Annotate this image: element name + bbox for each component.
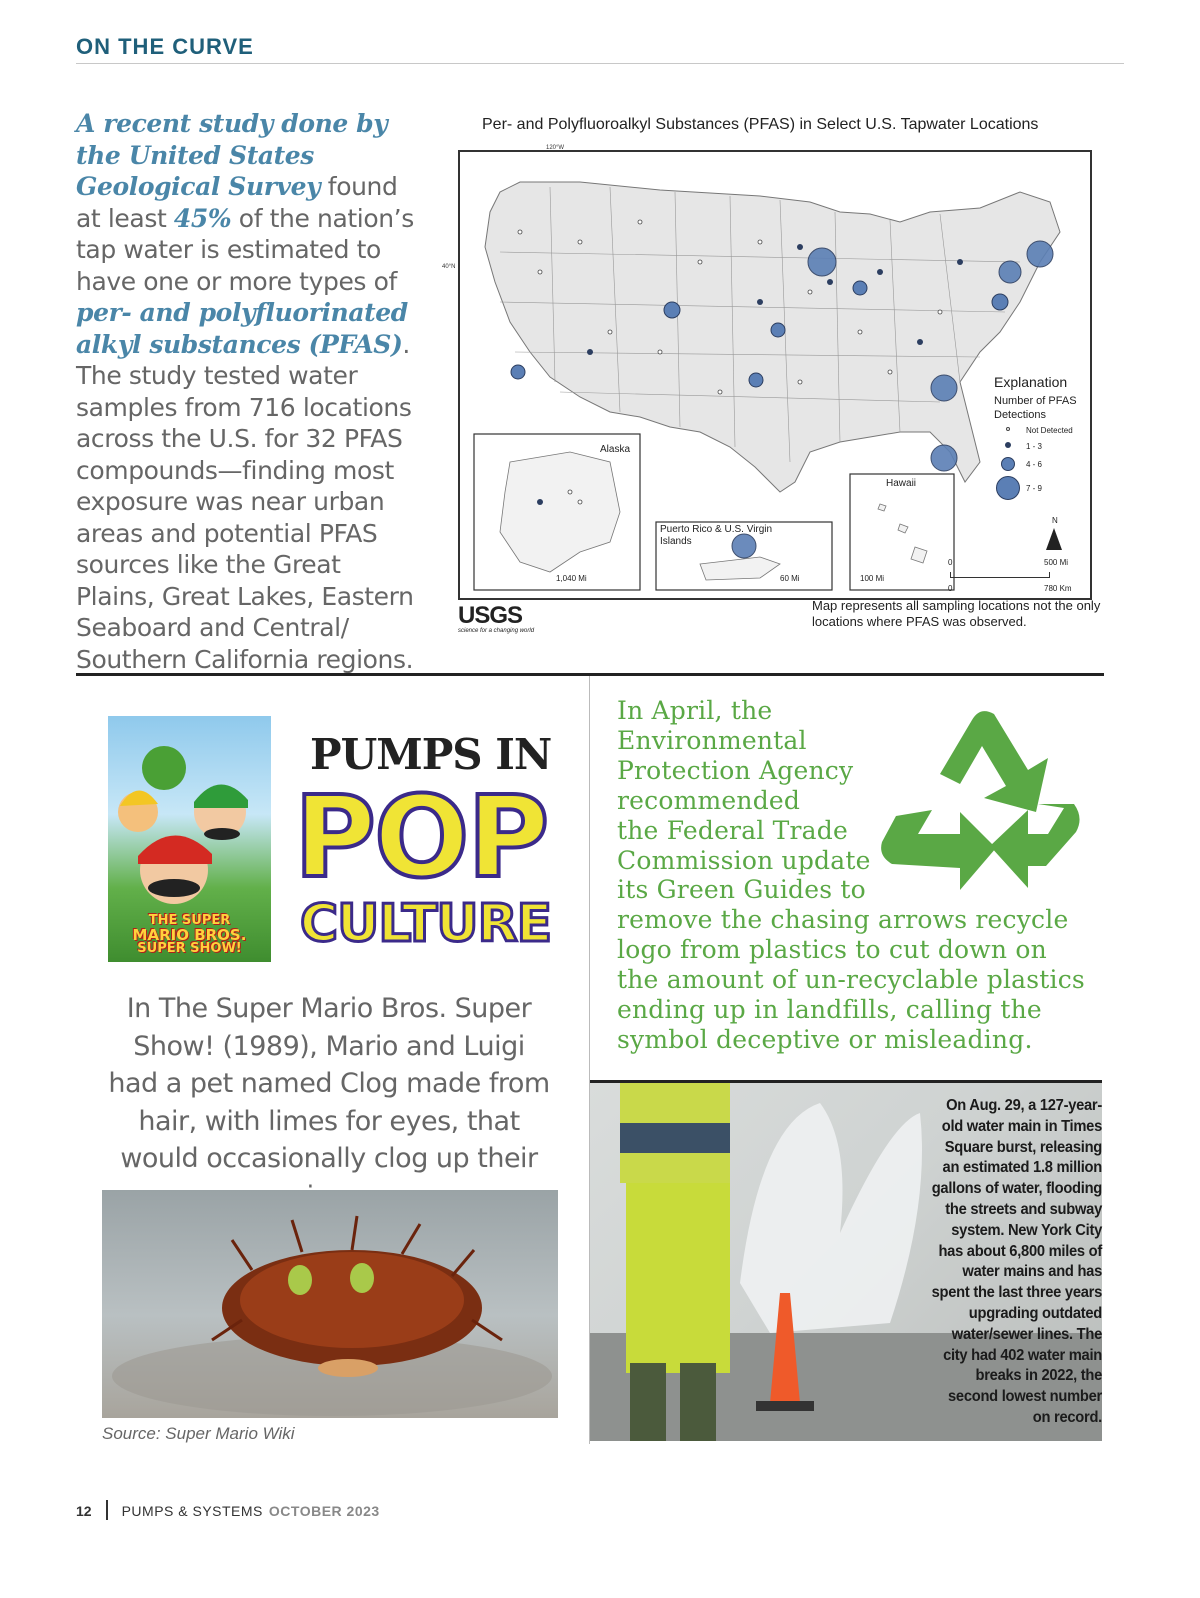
lon-label: 120°W xyxy=(546,145,565,151)
pop-culture-text: In The Super Mario Bros. Super Show! (1989), Mario and Luigi had a pet named Clog made from hair, with limes for eyes, that would occasionally clog up their xyxy=(108,993,550,1174)
intro-paragraph xyxy=(76,108,416,675)
issue-date: OCTOBER 2023 xyxy=(268,1503,380,1519)
scale-main-miles: 500 Mi xyxy=(1044,558,1069,567)
inset-label-puerto-rico: Puerto Rico & U.S. Virgin Islands xyxy=(660,524,773,547)
pop-heading-bottom: CULTURE xyxy=(300,894,552,954)
water-main-news-text: On Aug. 29, a 127-year-old water main in Times Square burst, releasing an estimated 1.8 million gallons of water, flooding the streets and subway system. New York City has about 6,800 miles of water mains and has spent the last three years upgrading outdated water/sewer lines. The city had 402 water main breaks in 2022, the second lowest number on record. xyxy=(931,1097,1102,1426)
clog-photo xyxy=(102,1190,558,1418)
pop-heading-big: POP xyxy=(294,773,548,903)
legend-subtitle: Number of PFAS Detections xyxy=(994,395,1077,421)
legend-row-1-3: 1 - 3 xyxy=(994,438,1094,454)
recycle-arrows-icon xyxy=(878,704,1084,894)
scale-puerto-rico: 60 Mi xyxy=(780,574,800,583)
section-title: ON THE CURVE xyxy=(76,34,254,59)
usgs-tagline: science for a changing world xyxy=(458,628,535,634)
legend-dot-7-9-icon xyxy=(996,476,1020,500)
scale-km-zero: 0 xyxy=(948,584,953,593)
footer-separator xyxy=(106,1500,108,1520)
north-label: N xyxy=(1052,516,1058,525)
map-note: Map represents all sampling locations not the only locations where PFAS was observed. xyxy=(812,598,1101,629)
north-arrow-icon xyxy=(1046,528,1062,550)
scale-alaska: 1,040 Mi xyxy=(556,574,587,583)
header-divider xyxy=(76,63,1124,64)
legend-dot-1-3-icon xyxy=(1005,442,1011,448)
inset-label-hawaii: Hawaii xyxy=(886,478,917,489)
section-divider xyxy=(76,673,1104,676)
page-number: 12 xyxy=(76,1503,92,1519)
intro-text-3: . The study tested water samples from 716 locations across the U.S. for 32 PFAS compounds—finding most exposure was near urban areas and potential PFAS sources like the Great Plains, Great Lakes, Eastern Seaboard and Central/ Southern California regions. xyxy=(76,329,414,674)
clog-illustration xyxy=(102,1190,558,1418)
scale-hawaii: 100 Mi xyxy=(860,574,885,583)
scale-bar-main xyxy=(950,572,1050,578)
map-title: Per- and Polyfluoroalkyl Substances (PFAS) in Select U.S. Tapwater Locations xyxy=(482,116,1039,133)
legend-row-7-9: 7 - 9 xyxy=(994,474,1094,502)
intro-text-1: found at least xyxy=(76,172,398,233)
usgs-logo: USGS xyxy=(458,602,523,629)
legend-row-4-6: 4 - 6 xyxy=(994,454,1094,474)
epa-paragraph: In April, the Environmental Protection Agency recommended the Federal Trade Commission update its Green Guides to remove the chasing arrows recycle logo from plastics to cut down on the amount of un-recyclable plastics ending up in landfills, calling the symbol deceptive or misleading. xyxy=(617,696,1085,1054)
map-legend xyxy=(994,374,1094,502)
publication-name: PUMPS & SYSTEMS xyxy=(121,1503,263,1519)
legend-row-not-detected: Not Detected xyxy=(994,422,1094,438)
mario-show-logo: THE SUPER MARIO BROS. SUPER SHOW! xyxy=(132,913,247,956)
image-source: Source: Super Mario Wiki xyxy=(102,1424,295,1443)
scale-main-km: 780 Km xyxy=(1044,584,1072,593)
inset-label-alaska: Alaska xyxy=(600,444,631,455)
intro-emphasis-percent: 45% xyxy=(173,203,232,233)
pfas-map-figure xyxy=(442,112,1108,642)
svg-text:40°N: 40°N xyxy=(442,264,456,270)
map-frame xyxy=(442,145,1092,600)
super-mario-bros-image xyxy=(108,716,271,962)
intro-text-2: of the nation’s tap water is estimated to have one or more types of xyxy=(76,203,414,296)
legend-title: Explanation xyxy=(994,374,1068,390)
legend-dot-4-6-icon xyxy=(1001,457,1015,471)
page-footer xyxy=(76,1500,380,1520)
legend-dot-small-icon xyxy=(1006,427,1010,431)
scale-main-zero: 0 xyxy=(948,558,953,567)
pop-heading-top: PUMPS IN xyxy=(310,730,552,779)
intro-emphasis-pfas: per- and polyfluorinated alkyl substances (PFAS) xyxy=(76,298,408,359)
intro-emphasis-usgs: A recent study done by the United States Geological Survey xyxy=(76,109,388,201)
